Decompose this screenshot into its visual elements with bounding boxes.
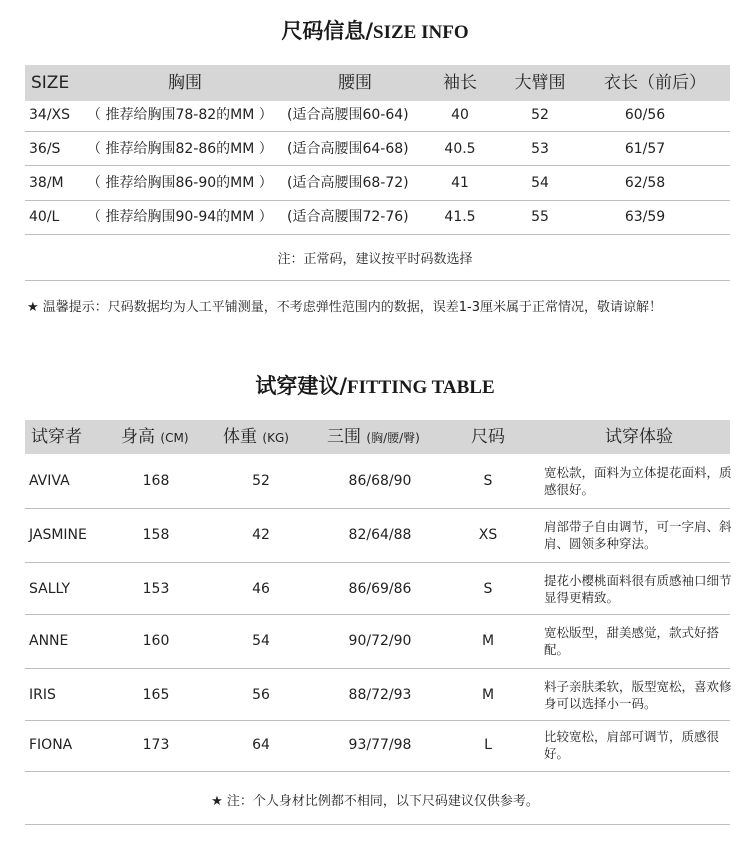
fitting-title-cn: 试穿建议/	[255, 374, 347, 398]
tester-height: 173	[142, 737, 170, 753]
tester-size: XS	[478, 527, 498, 543]
row-length: 60/56	[624, 107, 666, 123]
divider	[25, 771, 730, 772]
tester-bwh: 82/64/88	[348, 527, 412, 543]
tester-size: S	[483, 473, 493, 489]
tester-bwh: 86/68/90	[348, 473, 412, 489]
tester-weight: 46	[252, 581, 270, 597]
header-chest: 胸围	[168, 73, 202, 93]
divider	[25, 824, 730, 825]
tester-weight: 52	[252, 473, 270, 489]
tester-name: IRIS	[29, 687, 56, 703]
fitting-title	[0, 370, 750, 400]
size-row	[25, 167, 730, 201]
row-size: 36/S	[29, 141, 61, 157]
row-arm: 55	[531, 209, 549, 225]
tester-bwh: 90/72/90	[348, 633, 412, 649]
fitting-title-en: FITTING TABLE	[347, 377, 495, 398]
fitting-row	[25, 614, 730, 668]
row-size: 34/XS	[29, 107, 71, 123]
divider	[25, 131, 730, 132]
header-waist: 腰围	[338, 73, 372, 93]
row-chest: （ 推荐给胸围86-90的MM ）	[87, 175, 273, 191]
tester-size: M	[481, 633, 495, 649]
size-row	[25, 133, 730, 167]
tester-height: 168	[142, 473, 170, 489]
row-sleeve: 41.5	[444, 209, 476, 225]
header-arm: 大臂围	[514, 73, 566, 93]
row-waist: (适合高腰围68-72)	[287, 175, 409, 191]
header-height-label: 身高	[121, 427, 155, 447]
row-size: 40/L	[29, 209, 60, 225]
row-sleeve: 41	[451, 175, 469, 191]
row-arm: 54	[531, 175, 549, 191]
row-sleeve: 40	[451, 107, 469, 123]
fitting-row	[25, 668, 730, 722]
tester-height: 165	[142, 687, 170, 703]
header-length: 衣长（前后）	[604, 73, 706, 93]
tester-size: M	[481, 687, 495, 703]
tester-height: 158	[142, 527, 170, 543]
fitting-row	[25, 508, 730, 562]
tester-height: 160	[142, 633, 170, 649]
row-length: 62/58	[624, 175, 666, 191]
row-size: 38/M	[29, 175, 64, 191]
size-row	[25, 201, 730, 235]
row-chest: （ 推荐给胸围78-82的MM ）	[87, 107, 273, 123]
header-weight-unit: (KG)	[262, 431, 289, 445]
row-waist: (适合高腰围64-68)	[287, 141, 409, 157]
row-arm: 53	[531, 141, 549, 157]
row-sleeve: 40.5	[444, 141, 476, 157]
row-length: 61/57	[624, 141, 666, 157]
header-bwh-unit: (胸/腰/臀)	[366, 431, 420, 445]
size-info-title-cn: 尺码信息/	[281, 19, 374, 43]
row-arm: 52	[531, 107, 549, 123]
row-waist: (适合高腰围60-64)	[287, 107, 409, 123]
fitting-row	[25, 718, 730, 772]
size-info-title	[0, 15, 750, 45]
header-tester: 试穿者	[31, 427, 82, 447]
row-chest: （ 推荐给胸围82-86的MM ）	[87, 141, 273, 157]
tester-weight: 56	[252, 687, 270, 703]
header-size: SIZE	[31, 73, 70, 93]
tester-bwh: 93/77/98	[348, 737, 412, 753]
fitting-row	[25, 562, 730, 616]
header-sleeve: 袖长	[443, 73, 477, 93]
row-length: 63/59	[624, 209, 666, 225]
row-waist: (适合高腰围72-76)	[287, 209, 409, 225]
divider	[25, 234, 730, 235]
tester-experience: 比较宽松，肩部可调节，质感很好。	[544, 729, 720, 761]
tester-experience: 宽松版型，甜美感觉，款式好搭配。	[544, 625, 720, 657]
tester-bwh: 88/72/93	[348, 687, 412, 703]
header-experience: 试穿体验	[605, 427, 673, 447]
tester-name: ANNE	[29, 633, 69, 649]
tester-name: AVIVA	[29, 473, 70, 489]
tester-weight: 42	[252, 527, 270, 543]
header-size: 尺码	[471, 427, 505, 447]
tester-size: S	[483, 581, 493, 597]
fitting-table-header	[25, 420, 730, 454]
divider	[25, 165, 730, 166]
size-note: 注：正常码，建议按平时码数选择	[277, 252, 473, 267]
tester-size: L	[484, 737, 492, 753]
header-height	[121, 420, 189, 454]
header-height-unit: (CM)	[160, 431, 189, 445]
tester-experience: 料子亲肤柔软，版型宽松，喜欢修身可以选择小一码。	[544, 679, 732, 711]
fitting-note: ★ 注：个人身材比例都不相同，以下尺码建议仅供参考。	[211, 794, 539, 809]
size-tip: ★ 温馨提示：尺码数据均为人工平铺测量，不考虑弹性范围内的数据，误差1-3厘米属于正常情况，敬请谅解！	[27, 300, 663, 315]
tester-name: JASMINE	[29, 527, 87, 543]
size-info-title-en: SIZE INFO	[373, 22, 469, 43]
tester-name: SALLY	[29, 581, 71, 597]
size-table-header	[25, 65, 730, 101]
row-chest: （ 推荐给胸围90-94的MM ）	[87, 209, 273, 225]
header-bwh-label: 三围	[327, 427, 361, 447]
divider	[25, 280, 730, 281]
size-row	[25, 99, 730, 133]
tester-weight: 54	[252, 633, 270, 649]
tester-height: 153	[142, 581, 170, 597]
tester-name: FIONA	[29, 737, 73, 753]
header-weight	[223, 420, 289, 454]
header-weight-label: 体重	[223, 427, 257, 447]
tester-experience: 宽松款，面料为立体提花面料，质感很好。	[544, 465, 732, 497]
tester-experience: 提花小樱桃面料很有质感袖口细节显得更精致。	[544, 573, 732, 605]
tester-weight: 64	[252, 737, 270, 753]
fitting-row	[25, 454, 730, 508]
tester-bwh: 86/69/86	[348, 581, 412, 597]
header-bwh	[327, 420, 420, 454]
tester-experience: 肩部带子自由调节，可一字肩、斜肩、圆领多种穿法。	[544, 519, 732, 551]
